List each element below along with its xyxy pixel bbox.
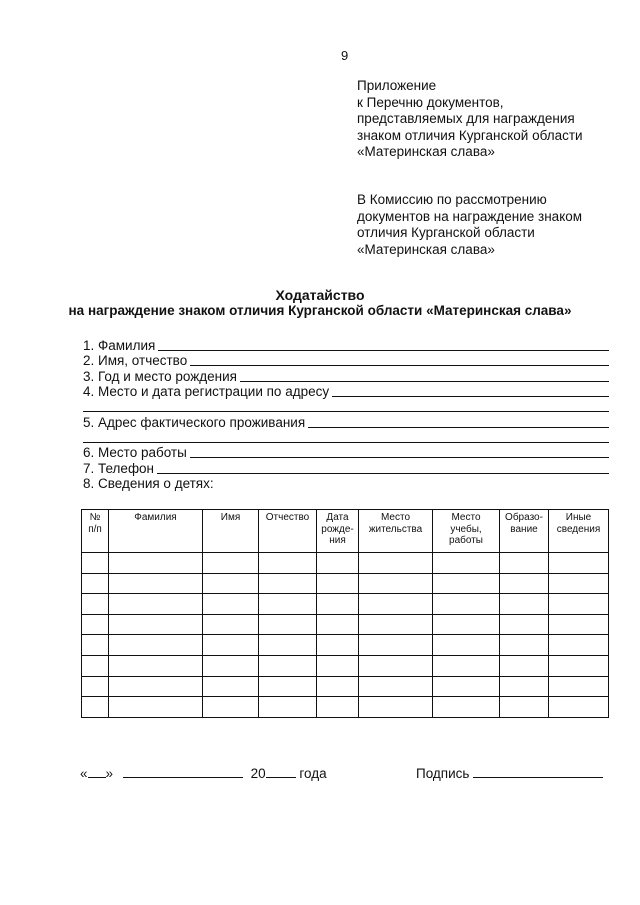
- year-prefix: 20: [250, 766, 266, 781]
- column-header: [259, 510, 317, 553]
- table-cell[interactable]: [500, 676, 549, 697]
- table-cell[interactable]: [433, 553, 500, 574]
- table-cell[interactable]: [500, 655, 549, 676]
- table-cell[interactable]: [203, 553, 259, 574]
- table-cell[interactable]: [82, 614, 109, 635]
- table-cell[interactable]: [317, 614, 359, 635]
- column-header-line: сведения: [556, 523, 601, 535]
- column-header-line: Место: [451, 512, 481, 523]
- table-cell[interactable]: [317, 676, 359, 697]
- column-header: [500, 510, 549, 553]
- table-cell[interactable]: [203, 655, 259, 676]
- column-header-line: рожде-: [321, 523, 354, 535]
- applicant-fields: [83, 337, 609, 491]
- children-table-body: [82, 553, 609, 718]
- table-cell[interactable]: [259, 594, 317, 615]
- table-cell[interactable]: [549, 655, 609, 676]
- table-cell[interactable]: [82, 594, 109, 615]
- table-cell[interactable]: [359, 655, 433, 676]
- table-cell[interactable]: [549, 697, 609, 718]
- registration-blank-line[interactable]: [83, 399, 609, 412]
- column-header: [203, 510, 259, 553]
- table-cell[interactable]: [82, 655, 109, 676]
- work-blank[interactable]: [190, 457, 609, 458]
- table-cell[interactable]: [82, 573, 109, 594]
- phone-blank[interactable]: [157, 473, 609, 474]
- birth-field[interactable]: [83, 368, 609, 384]
- column-header-line: п/п: [88, 523, 102, 535]
- table-cell[interactable]: [259, 697, 317, 718]
- residence-field[interactable]: [83, 414, 609, 430]
- table-cell[interactable]: [109, 614, 203, 635]
- table-row: [82, 573, 609, 594]
- table-cell[interactable]: [203, 676, 259, 697]
- table-cell[interactable]: [203, 697, 259, 718]
- table-row: [82, 594, 609, 615]
- column-header-line: учебы,: [450, 523, 482, 535]
- signature-blank[interactable]: [473, 767, 603, 778]
- table-cell[interactable]: [433, 655, 500, 676]
- table-cell[interactable]: [109, 553, 203, 574]
- registration-blank[interactable]: [332, 396, 609, 397]
- appendix-line: к Перечню документов,: [357, 94, 504, 110]
- column-header: [549, 510, 609, 553]
- column-header: [82, 510, 109, 553]
- residence-blank[interactable]: [308, 427, 609, 428]
- table-cell[interactable]: [500, 594, 549, 615]
- table-cell[interactable]: [109, 573, 203, 594]
- date-line: [80, 766, 327, 781]
- table-row: [82, 697, 609, 718]
- quote-open: «: [80, 766, 88, 781]
- table-cell[interactable]: [359, 553, 433, 574]
- table-row: [82, 553, 609, 574]
- name-blank[interactable]: [190, 365, 609, 366]
- appendix-line: представляемых для награждения: [357, 111, 575, 126]
- children-label: 8. Сведения о детях:: [83, 476, 214, 491]
- table-cell[interactable]: [82, 697, 109, 718]
- table-cell[interactable]: [259, 614, 317, 635]
- table-cell[interactable]: [259, 573, 317, 594]
- column-header-line: №: [89, 512, 101, 523]
- column-header-line: Дата: [326, 512, 349, 523]
- column-header-line: жительства: [368, 523, 423, 535]
- children-table-header: [82, 510, 609, 553]
- column-header-line: работы: [449, 535, 483, 546]
- table-cell[interactable]: [109, 635, 203, 656]
- column-header: [359, 510, 433, 553]
- page-number: 9: [341, 48, 349, 63]
- table-cell[interactable]: [317, 655, 359, 676]
- day-blank[interactable]: [88, 767, 106, 778]
- surname-label: 1. Фамилия: [83, 337, 156, 353]
- document-subtitle: на награждение знаком отличия Курганской области «Материнская слава»: [68, 303, 572, 318]
- work-label: 6. Место работы: [83, 445, 187, 460]
- column-header-line: Место: [380, 512, 411, 523]
- table-cell[interactable]: [259, 676, 317, 697]
- table-cell[interactable]: [549, 635, 609, 656]
- signature-label: Подпись: [416, 766, 470, 781]
- table-cell[interactable]: [109, 697, 203, 718]
- appendix-block: [357, 78, 627, 161]
- table-cell[interactable]: [317, 594, 359, 615]
- table-cell[interactable]: [203, 594, 259, 615]
- column-header-line: Отчество: [265, 512, 310, 523]
- column-header-line: Иные: [565, 512, 592, 523]
- table-cell[interactable]: [317, 697, 359, 718]
- column-header: [317, 510, 359, 553]
- table-cell[interactable]: [259, 553, 317, 574]
- signature-line: [416, 766, 603, 781]
- table-cell[interactable]: [259, 635, 317, 656]
- document-title: Ходатайство: [275, 287, 365, 303]
- addressee-line: отличия Курганской области: [357, 225, 535, 240]
- table-cell[interactable]: [549, 614, 609, 635]
- table-cell[interactable]: [433, 573, 500, 594]
- table-cell[interactable]: [359, 614, 433, 635]
- addressee-line: «Материнская слава»: [357, 241, 495, 257]
- work-field[interactable]: [83, 445, 609, 461]
- year-blank[interactable]: [266, 767, 296, 778]
- name-field[interactable]: [83, 353, 609, 369]
- table-cell[interactable]: [203, 635, 259, 656]
- name-label: 2. Имя, отчество: [83, 353, 188, 368]
- phone-label: 7. Телефон: [83, 460, 155, 476]
- appendix-line: знаком отличия Курганской области: [357, 127, 583, 143]
- table-row: [82, 635, 609, 656]
- table-row: [82, 655, 609, 676]
- table-row: [82, 614, 609, 635]
- table-cell[interactable]: [259, 655, 317, 676]
- children-heading: [83, 476, 609, 492]
- appendix-line: «Материнская слава»: [357, 144, 495, 159]
- table-cell[interactable]: [109, 676, 203, 697]
- table-row: [82, 676, 609, 697]
- registration-field[interactable]: [83, 384, 609, 400]
- table-cell[interactable]: [500, 635, 549, 656]
- table-cell[interactable]: [549, 573, 609, 594]
- column-header: [109, 510, 203, 553]
- table-cell[interactable]: [433, 594, 500, 615]
- table-cell[interactable]: [549, 553, 609, 574]
- registration-label: 4. Место и дата регистрации по адресу: [83, 384, 330, 399]
- table-cell[interactable]: [433, 635, 500, 656]
- table-cell[interactable]: [359, 697, 433, 718]
- birth-label: 3. Год и место рождения: [83, 368, 237, 384]
- surname-blank[interactable]: [158, 350, 609, 351]
- table-cell[interactable]: [359, 594, 433, 615]
- table-cell[interactable]: [549, 676, 609, 697]
- children-table: [81, 509, 609, 718]
- appendix-line: Приложение: [357, 78, 437, 93]
- table-cell[interactable]: [359, 635, 433, 656]
- column-header-line: ния: [329, 535, 346, 546]
- surname-field[interactable]: [83, 337, 609, 353]
- table-cell[interactable]: [109, 594, 203, 615]
- table-cell[interactable]: [317, 635, 359, 656]
- table-cell[interactable]: [82, 635, 109, 656]
- table-cell[interactable]: [82, 553, 109, 574]
- table-cell[interactable]: [317, 573, 359, 594]
- table-cell[interactable]: [109, 655, 203, 676]
- table-cell[interactable]: [203, 573, 259, 594]
- table-cell[interactable]: [203, 614, 259, 635]
- month-blank[interactable]: [123, 767, 243, 778]
- table-cell[interactable]: [500, 697, 549, 718]
- column-header-line: Фамилия: [134, 512, 177, 523]
- column-header-line: вание: [510, 523, 538, 535]
- table-cell[interactable]: [433, 676, 500, 697]
- table-cell[interactable]: [359, 676, 433, 697]
- table-cell[interactable]: [500, 573, 549, 594]
- table-cell[interactable]: [500, 614, 549, 635]
- year-suffix: года: [299, 766, 327, 781]
- residence-blank-line[interactable]: [83, 430, 609, 443]
- table-cell[interactable]: [433, 614, 500, 635]
- column-header-line: Имя: [220, 512, 241, 523]
- table-cell[interactable]: [549, 594, 609, 615]
- birth-blank[interactable]: [240, 381, 609, 382]
- addressee-line: документов на награждение знаком: [357, 208, 583, 224]
- addressee-line: В Комиссию по рассмотрению: [357, 192, 547, 207]
- table-cell[interactable]: [359, 573, 433, 594]
- column-header-line: Образо-: [505, 512, 543, 523]
- table-cell[interactable]: [433, 697, 500, 718]
- phone-field[interactable]: [83, 460, 609, 476]
- column-header: [433, 510, 500, 553]
- table-cell[interactable]: [317, 553, 359, 574]
- table-cell[interactable]: [82, 676, 109, 697]
- table-cell[interactable]: [500, 553, 549, 574]
- quote-close: »: [105, 766, 114, 781]
- residence-label: 5. Адрес фактического проживания: [83, 414, 306, 430]
- addressee-block: [357, 192, 627, 258]
